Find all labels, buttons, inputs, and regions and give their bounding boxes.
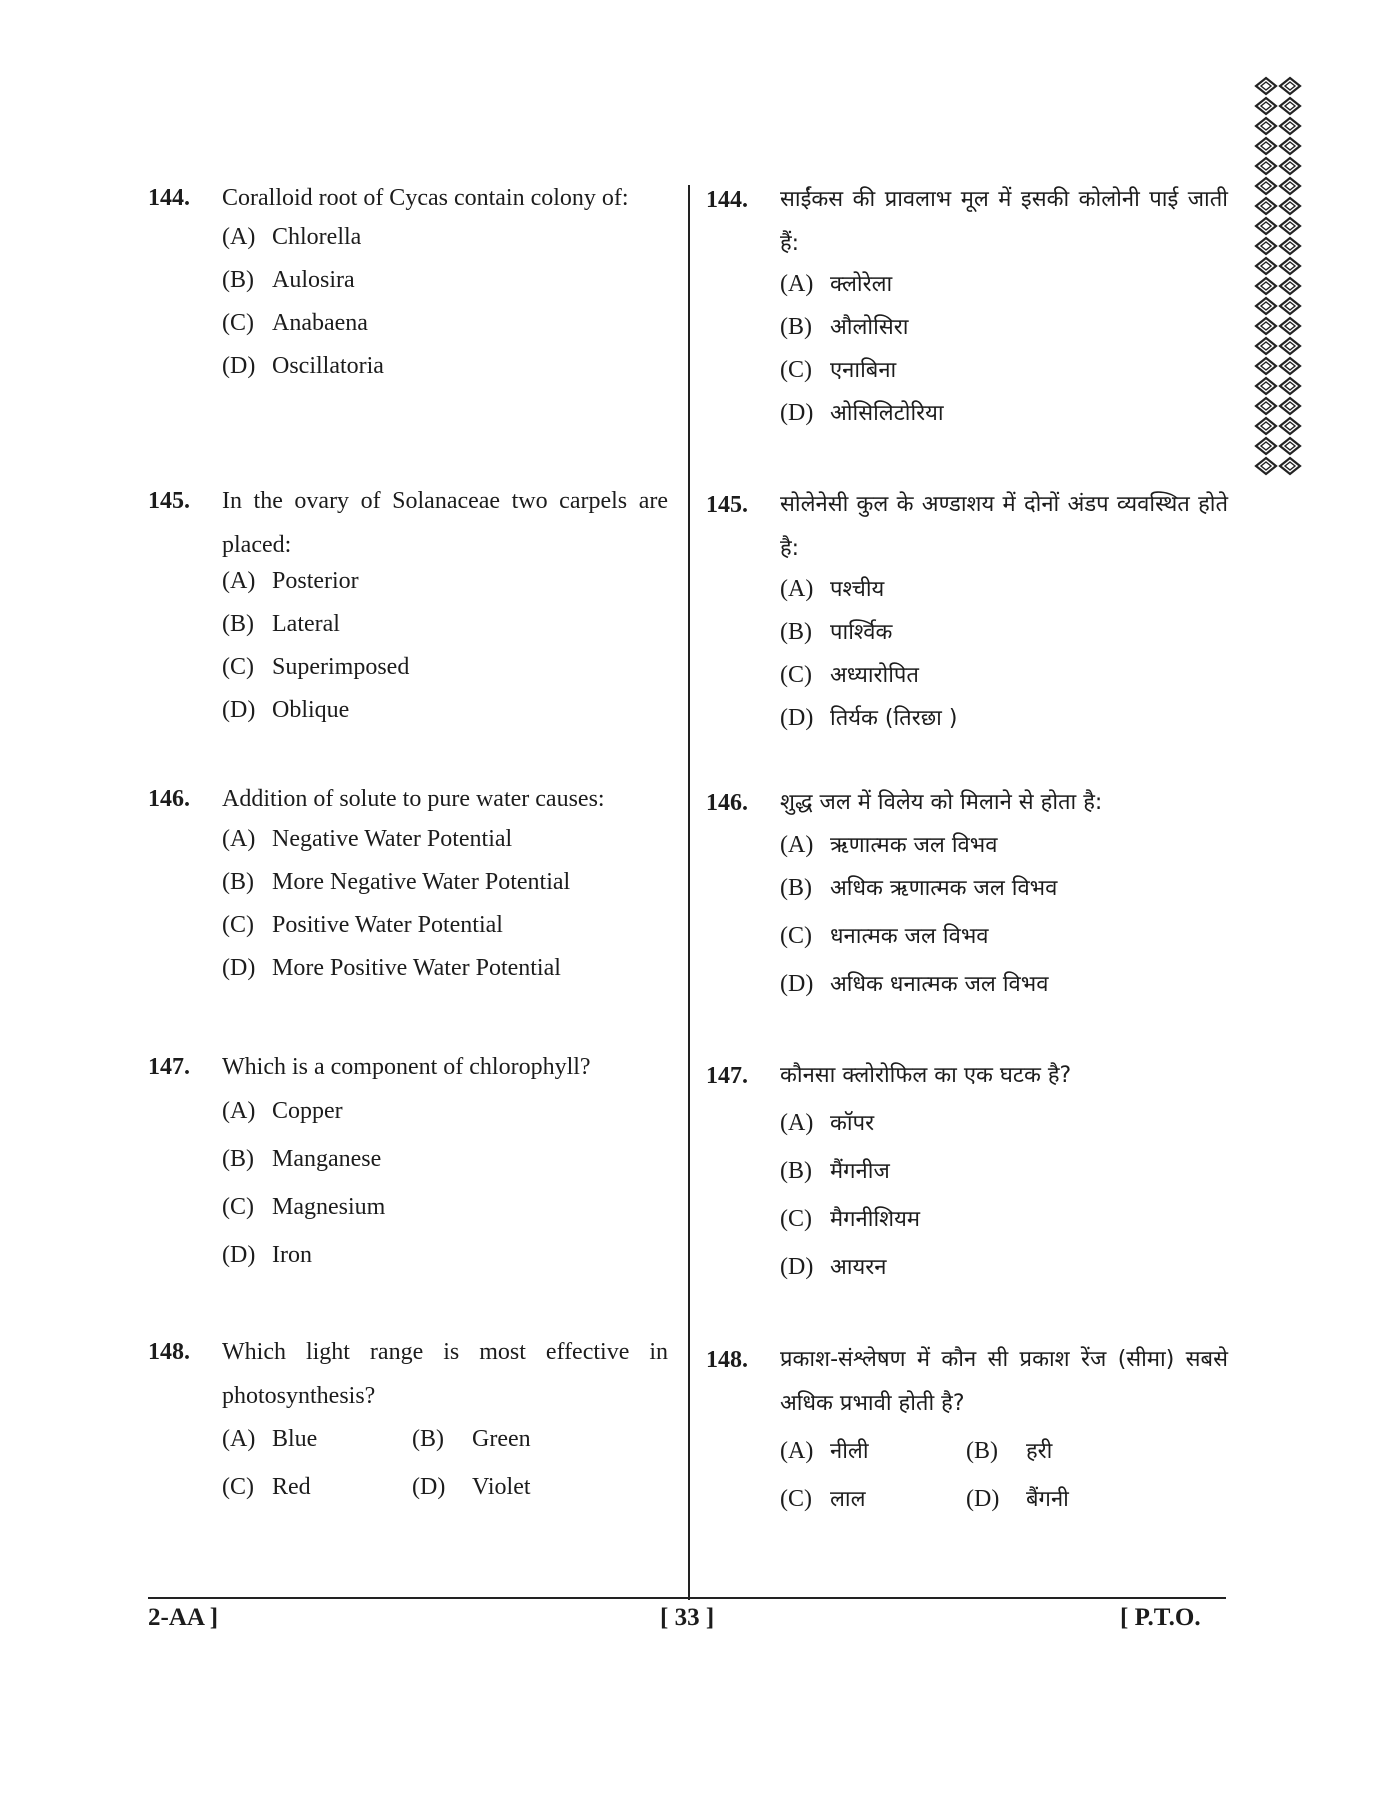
option-c[interactable]: (C) मैगनीशियम: [780, 1206, 921, 1232]
option-b[interactable]: (B) Lateral: [222, 611, 340, 637]
footer-rule: [148, 1597, 1226, 1599]
question-number: 146.: [706, 790, 748, 816]
option-a[interactable]: (A) नीली: [780, 1438, 869, 1464]
option-d[interactable]: (D) अधिक धनात्मक जल विभव: [780, 971, 1049, 997]
question-text: Coralloid root of Cycas contain colony of:: [222, 185, 629, 211]
option-b[interactable]: (B) अधिक ऋणात्मक जल विभव: [780, 875, 1058, 901]
option-a[interactable]: (A) Chlorella: [222, 224, 362, 250]
option-c[interactable]: (C) लाल: [780, 1486, 866, 1512]
question-number: 148.: [148, 1339, 190, 1365]
option-d[interactable]: (D) आयरन: [780, 1254, 887, 1280]
option-c[interactable]: (C) अध्यारोपित: [780, 662, 919, 688]
option-a[interactable]: (A) पश्चीय: [780, 576, 885, 602]
question-text: कौनसा क्लोरोफिल का एक घटक है?: [780, 1063, 1072, 1088]
question-text: शुद्ध जल में विलेय को मिलाने से होता है:: [780, 790, 1103, 815]
question-number: 144.: [706, 187, 748, 213]
option-c[interactable]: (C) धनात्मक जल विभव: [780, 923, 989, 949]
option-c[interactable]: (C) एनाबिना: [780, 357, 897, 383]
question-text: सोलेनेसी कुल के अण्डाशय में दोनों अंडप व्यवस्थित होते है:: [780, 492, 1228, 561]
question-text: साईंकस की प्रावलाभ मूल में इसकी कोलोनी पाई जाती हैं:: [780, 187, 1228, 256]
question-number: 145.: [706, 492, 748, 518]
option-d[interactable]: (D) बैंगनी: [966, 1486, 1069, 1512]
option-a[interactable]: (A) Copper: [222, 1098, 343, 1124]
option-d[interactable]: (D) तिर्यक (तिरछा ): [780, 705, 958, 731]
option-b[interactable]: (B) Green: [412, 1426, 531, 1452]
question-number: 147.: [706, 1063, 748, 1089]
option-c[interactable]: (C) Superimposed: [222, 654, 410, 680]
option-a[interactable]: (A) ऋणात्मक जल विभव: [780, 832, 998, 858]
question-text: Which is a component of chlorophyll?: [222, 1054, 591, 1080]
decorative-border-pattern: [1254, 76, 1302, 476]
option-a[interactable]: (A) Blue: [222, 1426, 318, 1452]
option-c[interactable]: (C) Red: [222, 1474, 311, 1500]
option-b[interactable]: (B) Manganese: [222, 1146, 382, 1172]
option-d[interactable]: (D) More Positive Water Potential: [222, 955, 561, 981]
option-c[interactable]: (C) Positive Water Potential: [222, 912, 503, 938]
option-d[interactable]: (D) Violet: [412, 1474, 531, 1500]
option-b[interactable]: (B) Aulosira: [222, 267, 355, 293]
option-d[interactable]: (D) Oscillatoria: [222, 353, 384, 379]
option-b[interactable]: (B) मैंगनीज: [780, 1158, 890, 1184]
question-text: प्रकाश-संश्लेषण में कौन सी प्रकाश रेंज (सीमा) सबसे अधिक प्रभावी होती है?: [780, 1347, 1228, 1416]
question-number: 146.: [148, 786, 190, 812]
column-divider: [688, 185, 690, 1600]
question-number: 145.: [148, 488, 190, 514]
option-c[interactable]: (C) Magnesium: [222, 1194, 386, 1220]
option-b[interactable]: (B) औलोसिरा: [780, 314, 909, 340]
question-number: 147.: [148, 1054, 190, 1080]
option-b[interactable]: (B) हरी: [966, 1438, 1053, 1464]
question-text: Which light range is most effective in photosynthesis?: [222, 1339, 668, 1409]
option-d[interactable]: (D) ओसिलिटोरिया: [780, 400, 944, 426]
question-text: In the ovary of Solanaceae two carpels are placed:: [222, 488, 668, 558]
question-number: 144.: [148, 185, 190, 211]
booklet-code: 2-AA ]: [148, 1604, 219, 1631]
option-b[interactable]: (B) पार्श्विक: [780, 619, 893, 645]
option-c[interactable]: (C) Anabaena: [222, 310, 368, 336]
page-number: [ 33 ]: [660, 1604, 715, 1631]
option-a[interactable]: (A) कॉपर: [780, 1110, 875, 1136]
pto-label: [ P.T.O.: [1120, 1604, 1201, 1631]
option-a[interactable]: (A) Negative Water Potential: [222, 826, 513, 852]
option-b[interactable]: (B) More Negative Water Potential: [222, 869, 571, 895]
option-d[interactable]: (D) Oblique: [222, 697, 350, 723]
option-d[interactable]: (D) Iron: [222, 1242, 312, 1268]
question-text: Addition of solute to pure water causes:: [222, 786, 605, 812]
option-a[interactable]: (A) क्लोरेला: [780, 271, 893, 297]
option-a[interactable]: (A) Posterior: [222, 568, 359, 594]
question-number: 148.: [706, 1347, 748, 1373]
